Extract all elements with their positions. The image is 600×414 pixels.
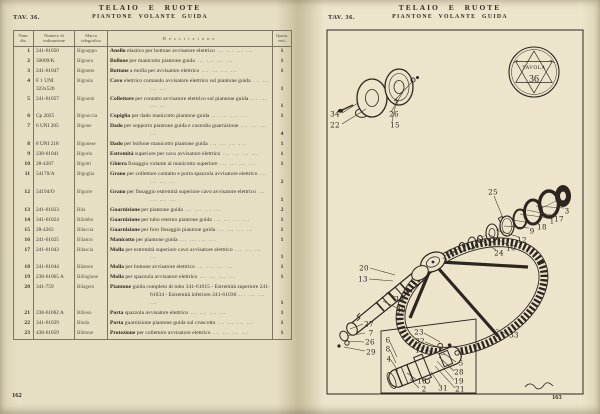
cell-order-number: 241-61023 <box>34 206 75 216</box>
inset-detail-box <box>381 319 476 397</box>
part-callout-7: 7 <box>368 328 374 338</box>
plate-number-label: TAV. 36. <box>328 14 355 21</box>
cell-telegraph-code: Bilingione <box>75 273 108 283</box>
cell-quantity: 1 <box>273 67 292 77</box>
section-title: TELAIO E RUOTE <box>98 3 202 12</box>
cell-num: 21 <box>14 309 34 319</box>
part-callout-30: 30 <box>396 305 406 315</box>
cell-num: 7 <box>14 122 34 140</box>
part-callout-15: 15 <box>390 120 400 130</box>
cell-num: 12 <box>14 188 34 206</box>
part-callout-27: 27 <box>364 319 374 329</box>
part-callout-26: 26 <box>389 109 399 119</box>
cell-quantity: 2 <box>273 206 292 216</box>
cell-quantity: 1 <box>273 236 292 246</box>
col-header-code: Numero di ordinazione <box>34 31 75 47</box>
cell-quantity: 1 <box>273 77 292 95</box>
part-callout-28: 28 <box>454 367 464 377</box>
table-row <box>14 95 292 113</box>
cell-order-number: 241-61050 <box>34 46 75 56</box>
cell-telegraph-code: Bignotto <box>75 67 108 77</box>
cell-description: Anello elastico per bottone avvisatore elettrico ... . <box>108 46 273 56</box>
cell-num: 3 <box>14 67 34 77</box>
cell-num: 6 <box>14 112 34 122</box>
cell-order-number: 54170/A <box>34 170 75 188</box>
cell-quantity: 1 <box>273 188 292 206</box>
cell-order-number: 238-61065 A <box>34 273 75 283</box>
cell-order-number: 54194/O <box>34 188 75 206</box>
cell-telegraph-code: Bilascia <box>75 246 108 264</box>
table-row <box>14 206 292 216</box>
cell-num: 11 <box>14 170 34 188</box>
parts-table <box>13 30 292 340</box>
cell-quantity: 1 <box>273 112 292 122</box>
page-right <box>300 0 600 414</box>
cell-description: Molla per estremità superiore cavo avvisatore elettrico ... . <box>108 246 273 264</box>
part-callout-26: 26 <box>365 337 375 347</box>
cell-quantity: 4 <box>273 122 292 140</box>
cell-quantity: 1 <box>273 46 292 56</box>
table-row <box>14 67 292 77</box>
cell-order-number: 50069/K <box>34 57 75 67</box>
cell-description: Guarnizione per foro fissaggio piantone guida ... . <box>108 226 273 236</box>
part-callout-29: 29 <box>366 347 376 357</box>
part-callout-13: 13 <box>358 274 368 284</box>
cell-telegraph-code: Bigonese <box>75 140 108 150</box>
part-callout-32: 32 <box>415 336 425 346</box>
exploded-diagram <box>300 0 600 414</box>
emblem-word: TAVOLA <box>522 65 546 71</box>
cell-order-number: 341-61029 <box>34 319 75 329</box>
cell-quantity: 1 <box>273 273 292 283</box>
table-row <box>14 170 292 188</box>
cell-telegraph-code: Bignomi <box>75 95 108 113</box>
cell-quantity: 1 <box>273 329 292 339</box>
table-row <box>14 236 292 246</box>
table-row <box>14 329 292 339</box>
table-row <box>14 273 292 283</box>
cell-description: Dado per bollone manicotto piantone guida ... . <box>108 140 273 150</box>
cell-quantity: 1 <box>273 95 292 113</box>
cell-quantity: 1 <box>273 319 292 329</box>
part-callout-6: 6 <box>385 335 391 345</box>
part-callout-1: 1 <box>549 216 555 226</box>
page-number-right: 163 <box>552 394 562 401</box>
cell-telegraph-code: Bigotti <box>75 160 108 170</box>
cell-quantity: 1 <box>273 57 292 67</box>
table-row <box>14 283 292 309</box>
cell-num: 8 <box>14 140 34 150</box>
part-callout-14: 14 <box>395 294 405 304</box>
cell-order-number: 6 UNI 205 <box>34 122 75 140</box>
cell-description: Guarnizione per piantone guida ... . <box>108 206 273 216</box>
cell-order-number: 28-4207 <box>34 160 75 170</box>
horn-disc-parts <box>338 69 419 117</box>
cell-description: Manicotto per piantone guida ... . <box>108 236 273 246</box>
cell-telegraph-code: Bignoppo <box>75 46 108 56</box>
col-header-marca: Marca telegrafica <box>75 31 108 47</box>
cell-description: Molla per spazzola avvisatore elettrico ... . <box>108 273 273 283</box>
cell-description: Protezione per collettore avvisatore elettrico ... . <box>108 329 273 339</box>
part-callout-34: 34 <box>330 109 340 119</box>
cell-description: Bottone a molla per avvisatore elettrico ... . <box>108 67 273 77</box>
cell-description: Dado per sopporto piantone guida e custodia guarnizione ... . <box>108 122 273 140</box>
cell-telegraph-code: Binda <box>75 319 108 329</box>
cell-quantity: 1 <box>273 216 292 226</box>
part-callout-12: 12 <box>517 235 527 245</box>
table-row <box>14 160 292 170</box>
table-row <box>14 226 292 236</box>
cell-num: 22 <box>14 319 34 329</box>
part-callout-10: 10 <box>506 243 516 253</box>
cell-order-number: 241-61057 <box>34 95 75 113</box>
part-callout-9: 9 <box>529 226 535 236</box>
cell-order-number: 241-61043 <box>34 246 75 264</box>
cell-num: 4 <box>14 77 34 95</box>
page-number-left: 162 <box>12 392 22 399</box>
cell-telegraph-code: Bilioso <box>75 309 108 319</box>
part-callout-3: 3 <box>564 206 570 216</box>
cell-telegraph-code: Bilmore <box>75 329 108 339</box>
col-header-num: Num. dis. <box>14 31 34 47</box>
cell-order-number: F 1 UNI 323x520 <box>34 77 75 95</box>
cell-order-number: 238-61041 <box>34 150 75 160</box>
part-callout-17: 17 <box>554 214 564 224</box>
table-row <box>14 246 292 264</box>
part-callout-22: 22 <box>330 120 340 130</box>
cell-order-number: 241-61044 <box>34 263 75 273</box>
cell-num: 17 <box>14 246 34 264</box>
cell-num: 14 <box>14 216 34 226</box>
part-callout-5: 5 <box>458 358 464 368</box>
cell-telegraph-code: Bignola <box>75 77 108 95</box>
plate-number-label: TAV. 36. <box>13 14 40 21</box>
part-callout-4: 4 <box>386 354 392 364</box>
cell-num: 10 <box>14 160 34 170</box>
cell-quantity: 1 <box>273 150 292 160</box>
cell-num: 18 <box>14 263 34 273</box>
part-callout-14: 14 <box>448 247 458 257</box>
part-callout-11: 11 <box>415 345 425 355</box>
cell-description: Estremità superiore per cavo avvisatore elettrico ... . <box>108 150 273 160</box>
cell-description: Copiglia per dado manicotto piantone guida ... . <box>108 112 273 122</box>
page-subtitle: PIANTONE VOLANTE GUIDA <box>392 14 508 20</box>
cell-order-number: 241-61047 <box>34 67 75 77</box>
part-callout-16: 16 <box>417 376 427 386</box>
table-row <box>14 309 292 319</box>
cell-quantity: 1 <box>273 140 292 150</box>
part-callout-25: 25 <box>488 187 498 197</box>
part-callout-21: 21 <box>455 384 465 394</box>
cell-telegraph-code: Bignoccia <box>75 112 108 122</box>
cell-telegraph-code: Bilaccia <box>75 226 108 236</box>
cell-description: Molla per bottone avvisatore elettrico ... . <box>108 263 273 273</box>
cell-description: Porta spazzola avvisatore elettrico ... . <box>108 309 273 319</box>
cell-order-number: 8 UNI 218 <box>34 140 75 150</box>
cell-num: 16 <box>14 236 34 246</box>
cell-num: 5 <box>14 95 34 113</box>
cell-description: Bollone per manicotto piantone guida ... . <box>108 57 273 67</box>
table-row <box>14 57 292 67</box>
col-header-desc: Descrizione <box>108 31 273 47</box>
cell-quantity: 1 <box>273 283 292 309</box>
table-row <box>14 216 292 226</box>
cell-quantity: 1 <box>273 160 292 170</box>
cell-num: 2 <box>14 57 34 67</box>
cell-description: Piantone guida completo di tubo 341-61015 - Estremità superiore 241-61034 - Estremità inferiore 241-61036 ... . <box>108 283 273 309</box>
part-callout-20: 20 <box>359 263 369 273</box>
cell-telegraph-code: Bigorio <box>75 150 108 160</box>
cell-telegraph-code: Bilastro <box>75 236 108 246</box>
illustrator-signature <box>525 383 553 389</box>
part-callout-2: 2 <box>421 384 427 394</box>
table-row <box>14 150 292 160</box>
cell-order-number: 438-61059 <box>34 329 75 339</box>
cell-order-number: 28-4263 <box>34 226 75 236</box>
table-row <box>14 188 292 206</box>
cell-description: Porta guarnizione piantone guida sul cruscotto ... . <box>108 319 273 329</box>
parts-table-header <box>14 31 292 47</box>
cell-num: 1 <box>14 46 34 56</box>
cell-num: 23 <box>14 329 34 339</box>
cell-order-number: 241-61025 <box>34 236 75 246</box>
part-callout-31: 31 <box>438 383 448 393</box>
part-callout-23: 23 <box>414 327 424 337</box>
cell-description: Guarnizione per tubo esterno piantone guida ... . <box>108 216 273 226</box>
cell-order-number: 238-61062 A <box>34 309 75 319</box>
cell-quantity: 1 <box>273 226 292 236</box>
cell-description: Collettore per contatto avvisatore elettrico sul piantone guida ... . <box>108 95 273 113</box>
cell-order-number: 341-61024 <box>34 216 75 226</box>
cell-quantity: 1 <box>273 263 292 273</box>
header-row <box>0 14 300 24</box>
cell-num: 20 <box>14 283 34 309</box>
cell-telegraph-code: Bilobbo <box>75 216 108 226</box>
cell-description: Grano per fissaggio estremità superiore cavo avvisatore elettrico ... . <box>108 188 273 206</box>
plate-emblem <box>509 47 559 97</box>
cell-description: Grano per collettore contatto e porta spazzola avvisatore elettrico ... . <box>108 170 273 188</box>
cell-telegraph-code: Bigone <box>75 122 108 140</box>
cell-order-number: 341-759 <box>34 283 75 309</box>
emblem-number: 36 <box>529 74 539 85</box>
cell-telegraph-code: Bignora <box>75 57 108 67</box>
part-callout-7: 7 <box>394 98 400 108</box>
table-row <box>14 263 292 273</box>
cell-num: 19 <box>14 273 34 283</box>
cell-quantity: 2 <box>273 170 292 188</box>
part-callout-24: 24 <box>494 248 504 258</box>
cell-telegraph-code: Biguglia <box>75 170 108 188</box>
table-row <box>14 46 292 56</box>
table-row <box>14 112 292 122</box>
cell-telegraph-code: Bila <box>75 206 108 216</box>
cell-num: 9 <box>14 150 34 160</box>
section-title: TELAIO E RUOTE <box>398 3 502 12</box>
cell-telegraph-code: Bilatore <box>75 263 108 273</box>
table-row <box>14 319 292 329</box>
cell-quantity: 1 <box>273 309 292 319</box>
col-header-qty: Quant. vett. <box>273 31 292 47</box>
cell-description: Ghiera fissaggio volante al manicotto superiore ... . <box>108 160 273 170</box>
cell-num: 13 <box>14 206 34 216</box>
cell-description: Cavo elettrico comando avvisatore elettrico sul piantone guida ... . <box>108 77 273 95</box>
cell-order-number: Cp 2025 <box>34 112 75 122</box>
part-callout-18: 18 <box>537 222 547 232</box>
table-row <box>14 122 292 140</box>
page-subtitle: PIANTONE VOLANTE GUIDA <box>92 14 208 20</box>
parts-table-body <box>14 46 292 339</box>
callout-leader-lines <box>342 82 564 388</box>
part-callout-8: 8 <box>385 344 391 354</box>
cell-num: 15 <box>14 226 34 236</box>
table-row <box>14 140 292 150</box>
cell-telegraph-code: Bilagero <box>75 283 108 309</box>
part-callout-19: 19 <box>454 376 464 386</box>
part-callout-33: 33 <box>509 330 519 340</box>
table-row <box>14 77 292 95</box>
cell-quantity: 1 <box>273 246 292 264</box>
cell-telegraph-code: Bigurre <box>75 188 108 206</box>
